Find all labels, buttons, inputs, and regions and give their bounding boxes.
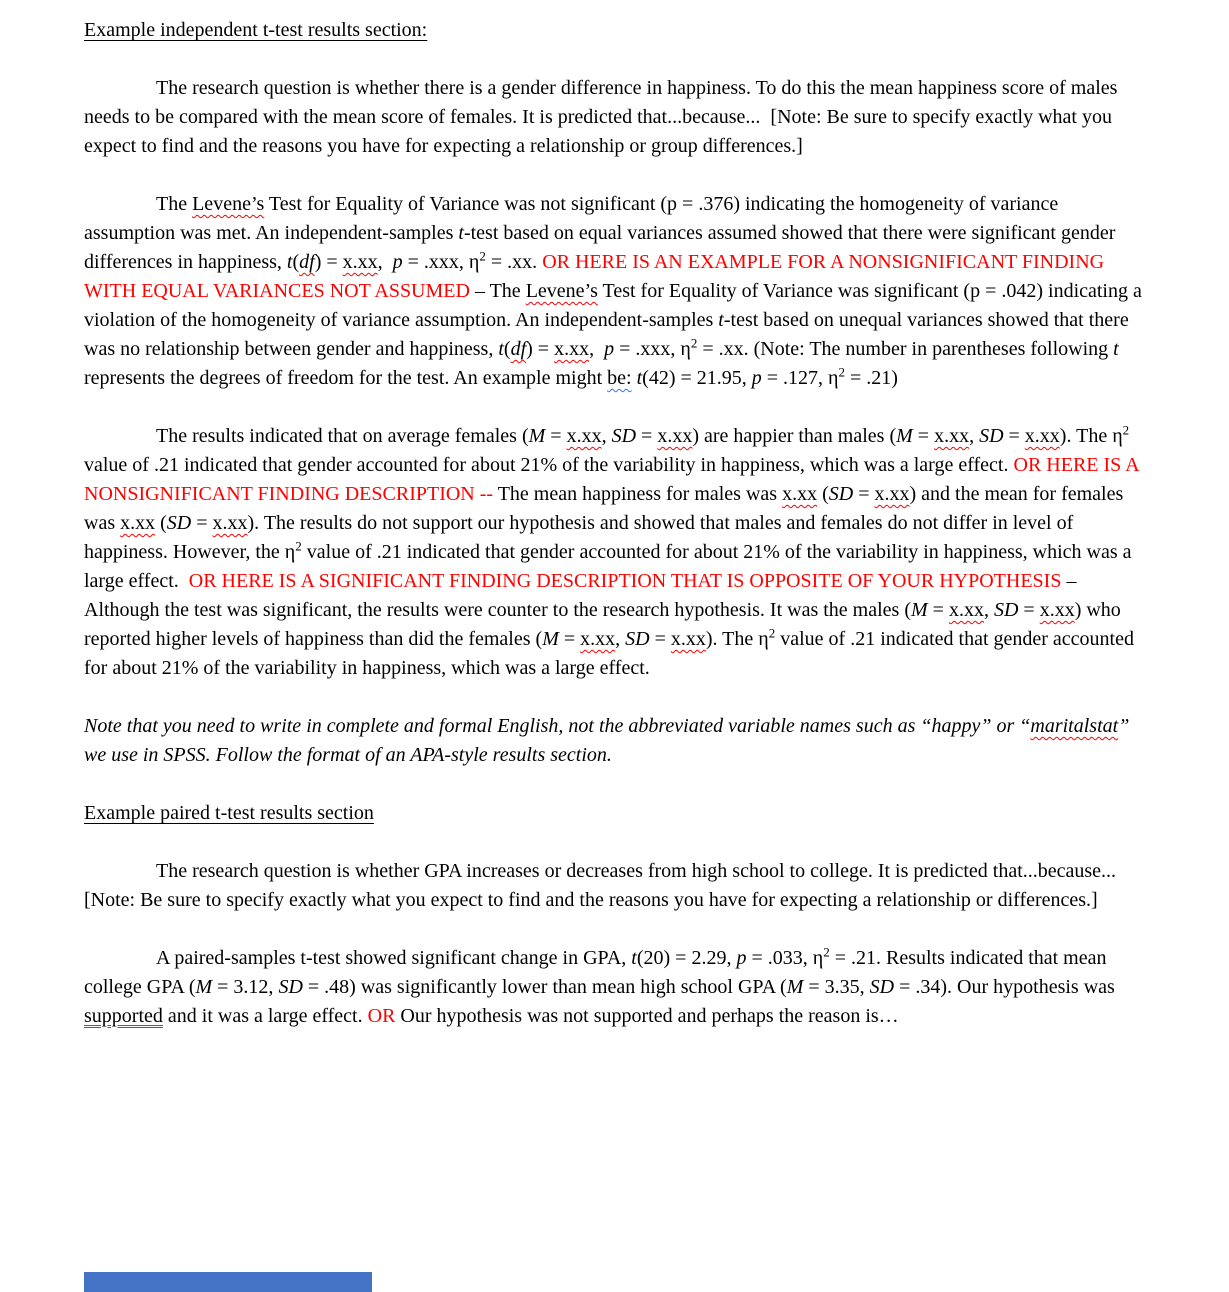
placeholder-value: x.xx bbox=[782, 483, 818, 505]
body-text: (42) = 21.95, bbox=[642, 367, 752, 389]
body-text: , bbox=[601, 425, 612, 447]
para-levene-test-results bbox=[84, 190, 1145, 393]
body-text: -test based on unequal variances showed that there was no relationship between gender and happiness, bbox=[84, 309, 1134, 360]
body-text: = .xx. bbox=[485, 251, 543, 273]
placeholder-value: x.xx bbox=[657, 425, 693, 447]
superscript: 2 bbox=[1122, 422, 1130, 438]
body-text: = bbox=[558, 628, 581, 650]
stat-symbol: SD bbox=[278, 976, 303, 998]
stat-symbol: t bbox=[718, 309, 724, 331]
italic-note: ” we use in SPSS. Follow the format of an APA-style results section. bbox=[84, 715, 1135, 766]
stat-symbol: SD bbox=[993, 599, 1019, 621]
body-text: value of .21 indicated that gender accounted for about 21% of the variability in happiness, which was a large effect. bbox=[84, 628, 1139, 679]
superscript: 2 bbox=[838, 364, 846, 380]
body-text: = .21) bbox=[845, 367, 898, 389]
body-text: ) are happier than males ( bbox=[692, 425, 897, 447]
body-text: = bbox=[191, 512, 213, 534]
stat-symbol: SD bbox=[625, 628, 650, 650]
stat-symbol: M bbox=[896, 425, 913, 447]
heading-text: Example paired t-test results section bbox=[84, 802, 374, 824]
spellcheck-word: maritalstat bbox=[1030, 715, 1119, 737]
placeholder-value: x.xx bbox=[342, 251, 378, 273]
body-text: = .34). Our hypothesis was bbox=[894, 976, 1120, 998]
stat-symbol: SD bbox=[869, 976, 895, 998]
red-callout: OR HERE IS A NONSIGNIFICANT FINDING DESCRIPTION -- bbox=[84, 454, 1144, 505]
body-text: A paired-samples t-test showed significant change in GPA, bbox=[156, 947, 632, 969]
stat-symbol: p bbox=[604, 338, 615, 360]
body-text: ) who reported higher levels of happiness than did the females ( bbox=[84, 599, 1126, 650]
body-text: = bbox=[1003, 425, 1025, 447]
placeholder-value: x.xx bbox=[1039, 599, 1075, 621]
stat-symbol: t bbox=[631, 947, 637, 969]
stat-symbol: p bbox=[736, 947, 747, 969]
superscript: 2 bbox=[295, 538, 302, 554]
body-text: Our hypothesis was not supported and perhaps the reason is… bbox=[395, 1005, 899, 1027]
body-text: = bbox=[649, 628, 671, 650]
grammar-word: be: bbox=[607, 367, 632, 389]
body-text: = .21. Results indicated that mean college GPA ( bbox=[84, 947, 1112, 998]
body-text: value of .21 indicated that gender accounted for about 21% of the variability in happiness, which was a large effect. bbox=[84, 541, 1137, 592]
stat-symbol: t bbox=[458, 222, 464, 244]
stat-symbol: M bbox=[528, 425, 546, 447]
stat-symbol: t bbox=[1113, 338, 1119, 360]
body-text: Test for Equality of Variance was significant (p = .042) indicating a violation of the homogeneity of variance assumption. An independent-samples bbox=[84, 280, 1147, 331]
superscript: 2 bbox=[823, 944, 830, 960]
placeholder-value: x.xx bbox=[948, 599, 984, 621]
stat-symbol: M bbox=[542, 628, 559, 650]
superscript: 2 bbox=[768, 625, 776, 641]
stat-symbol: M bbox=[786, 976, 804, 998]
body-text: ( bbox=[292, 251, 300, 273]
stat-symbol: df bbox=[510, 338, 527, 360]
body-text: = bbox=[927, 599, 949, 621]
stat-symbol: p bbox=[751, 367, 762, 389]
body-text: -test based on equal variances assumed showed that there were significant gender differences in happiness, bbox=[84, 222, 1121, 273]
body-text: = bbox=[912, 425, 935, 447]
body-text: The results indicated that on average females ( bbox=[156, 425, 529, 447]
body-text: and it was a large effect. bbox=[162, 1005, 368, 1027]
body-text: ). The η bbox=[705, 628, 769, 650]
heading-paired-ttest bbox=[84, 799, 1145, 828]
body-text: ( bbox=[503, 338, 511, 360]
body-text: – Although the test was significant, the results were counter to the research hypothesis. It was the males ( bbox=[84, 570, 1081, 621]
stat-symbol: SD bbox=[166, 512, 192, 534]
para-paired-ttest-results bbox=[84, 944, 1145, 1031]
placeholder-value: x.xx bbox=[1024, 425, 1060, 447]
body-text: = bbox=[545, 425, 567, 447]
stat-symbol: SD bbox=[611, 425, 637, 447]
placeholder-value: x.xx bbox=[120, 512, 156, 534]
italic-note: Note that you need to write in complete and formal English, not the abbreviated variable names such as “happy” or “ bbox=[84, 715, 1031, 737]
body-text: , bbox=[377, 251, 393, 273]
red-callout: OR HERE IS AN EXAMPLE FOR A NONSIGNIFICANT FINDING WITH EQUAL VARIANCES NOT ASSUMED bbox=[84, 251, 1109, 302]
stat-symbol: SD bbox=[979, 425, 1004, 447]
stat-symbol: df bbox=[299, 251, 315, 273]
body-text: = .033, η bbox=[746, 947, 824, 969]
partial-blue-bar bbox=[84, 1272, 372, 1292]
para-results-description bbox=[84, 422, 1145, 683]
body-text: ( bbox=[817, 483, 829, 505]
body-text: ) = bbox=[314, 251, 343, 273]
body-text: ) = bbox=[526, 338, 555, 360]
stat-symbol: t bbox=[498, 338, 504, 360]
placeholder-value: x.xx bbox=[566, 425, 602, 447]
body-text: = .48) was significantly lower than mean high school GPA ( bbox=[302, 976, 787, 998]
placeholder-value: x.xx bbox=[934, 425, 970, 447]
red-callout: OR bbox=[367, 1005, 396, 1027]
body-text: ). The results do not support our hypothesis and showed that males and females do not differ in level of happiness. However, the η bbox=[84, 512, 1079, 563]
body-text: , bbox=[983, 599, 994, 621]
body-text: ( bbox=[155, 512, 167, 534]
heading-text: Example independent t-test results section: bbox=[84, 19, 428, 41]
body-text: = bbox=[853, 483, 875, 505]
body-text: The research question is whether GPA increases or decreases from high school to college. It is predicted that...because... [Note: Be sure to specify exactly what you expect to find and the reasons you have for expecting a relationship or differences.] bbox=[84, 860, 1127, 911]
body-text: ). The η bbox=[1059, 425, 1123, 447]
grammar-word: supported bbox=[84, 1005, 163, 1027]
body-text: represents the degrees of freedom for the test. An example might bbox=[84, 338, 1124, 389]
body-text: , bbox=[615, 628, 626, 650]
stat-symbol: M bbox=[911, 599, 928, 621]
stat-symbol: M bbox=[195, 976, 213, 998]
body-text: = .xx. (Note: The number in parentheses following bbox=[697, 338, 1114, 360]
body-text: The mean happiness for males was bbox=[493, 483, 783, 505]
spellcheck-word: Levene’s bbox=[192, 193, 265, 215]
stat-symbol: t bbox=[286, 251, 293, 273]
body-text: Test for Equality of Variance was not significant (p = .376) indicating the homogeneity of variance assumption was met. An independent-samples bbox=[84, 193, 1064, 244]
body-text: , bbox=[969, 425, 980, 447]
para-research-question-gpa bbox=[84, 857, 1145, 915]
stat-symbol: SD bbox=[828, 483, 854, 505]
body-text: – The bbox=[469, 280, 526, 302]
para-formal-english-note bbox=[84, 712, 1145, 770]
body-text: value of .21 indicated that gender accounted for about 21% of the variability in happiness, which was a large effect. bbox=[84, 425, 1135, 476]
red-callout: OR HERE IS A SIGNIFICANT FINDING DESCRIPTION THAT IS OPPOSITE OF YOUR HYPOTHESIS bbox=[188, 570, 1062, 592]
superscript: 2 bbox=[690, 335, 698, 351]
body-text: = .xxx, η bbox=[402, 251, 480, 273]
placeholder-value: x.xx bbox=[580, 628, 616, 650]
body-text: , bbox=[589, 338, 605, 360]
body-text: ) and the mean for females was bbox=[84, 483, 1129, 534]
para-research-question-gender bbox=[84, 74, 1145, 161]
body-text: = .xxx, η bbox=[614, 338, 691, 360]
placeholder-value: x.xx bbox=[554, 338, 590, 360]
body-text: = 3.35, bbox=[803, 976, 870, 998]
stat-symbol: p bbox=[392, 251, 403, 273]
placeholder-value: x.xx bbox=[670, 628, 706, 650]
body-text: = 3.12, bbox=[212, 976, 279, 998]
body-text: = bbox=[636, 425, 658, 447]
body-text: = bbox=[1018, 599, 1040, 621]
heading-independent-ttest bbox=[84, 16, 1145, 45]
body-text: = .127, η bbox=[761, 367, 839, 389]
placeholder-value: x.xx bbox=[212, 512, 248, 534]
superscript: 2 bbox=[479, 248, 486, 264]
spellcheck-word: Levene’s bbox=[525, 280, 598, 302]
body-text: The bbox=[156, 193, 193, 215]
stat-symbol: t bbox=[636, 367, 643, 389]
placeholder-value: x.xx bbox=[874, 483, 910, 505]
body-text: (20) = 2.29, bbox=[636, 947, 737, 969]
body-text: The research question is whether there is a gender difference in happiness. To do this the mean happiness score of males needs to be compared with the mean score of females. It is predicted that...because... [Note: Be sure to specify exactly what you expect to find and the reasons you have for expecting a relationship or group differences.] bbox=[84, 77, 1123, 157]
